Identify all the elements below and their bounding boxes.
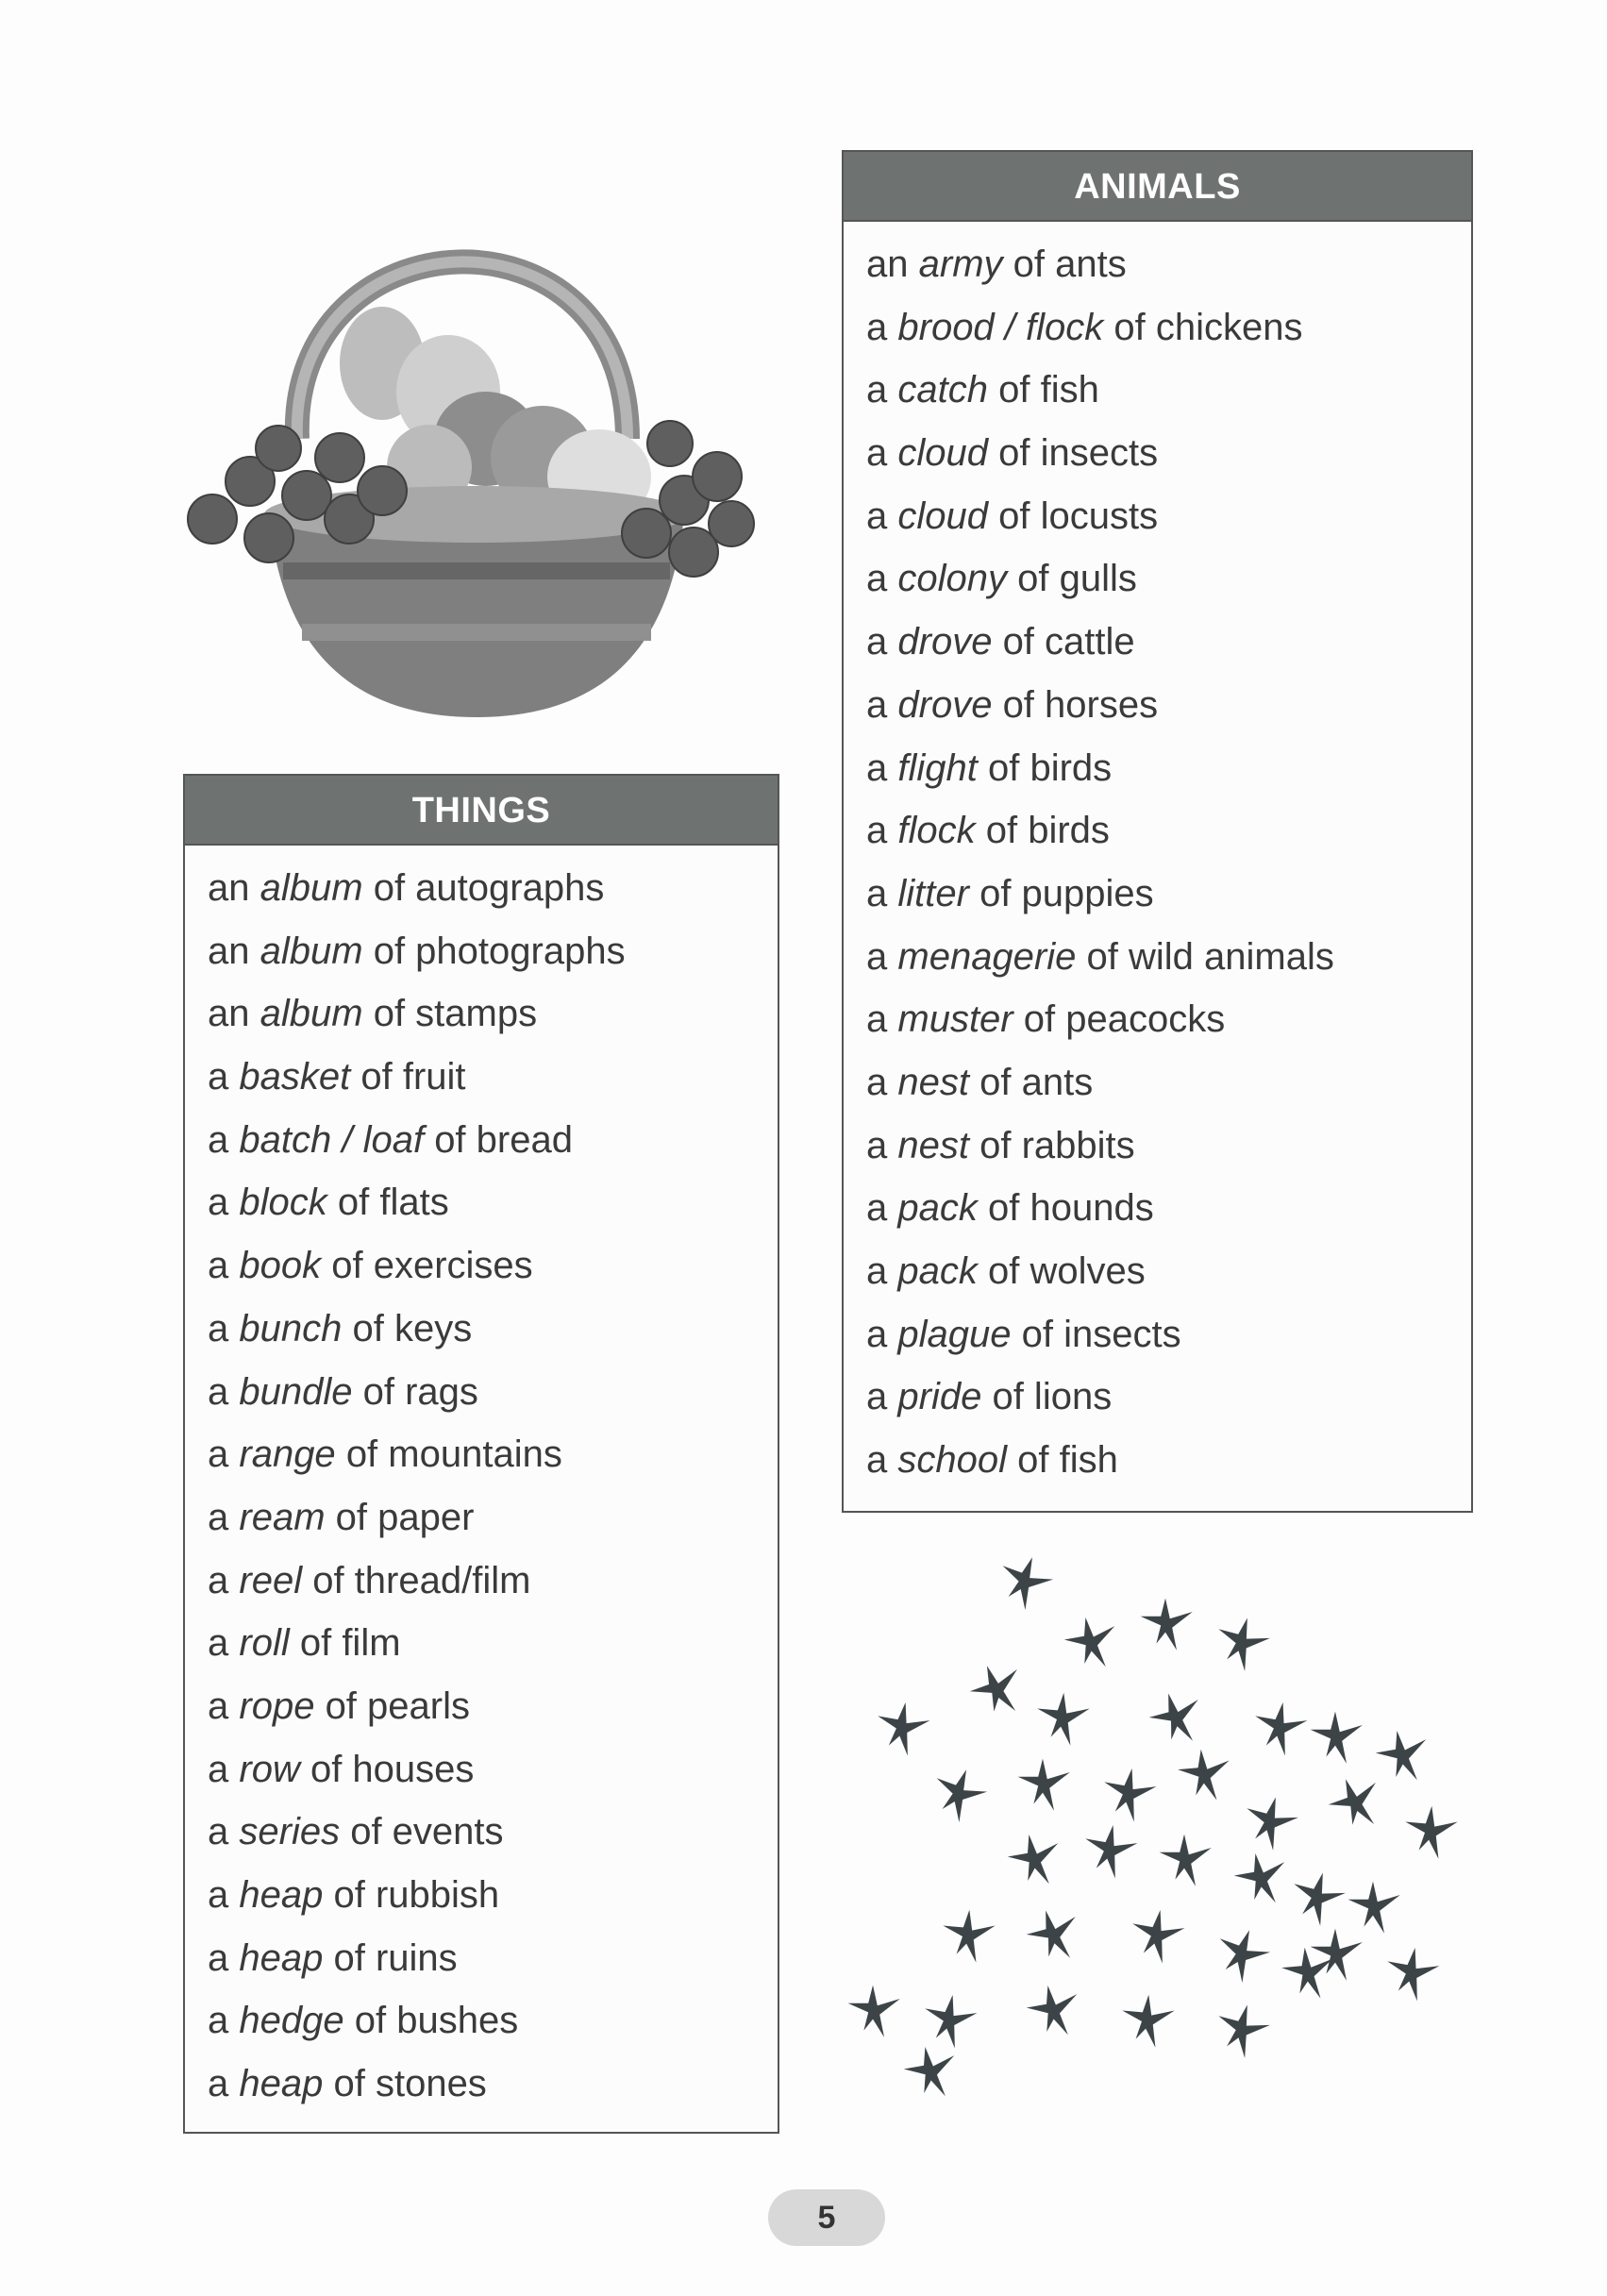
collective-noun: flock — [897, 810, 976, 852]
list-item — [866, 485, 1471, 548]
collective-noun: bundle — [239, 1370, 353, 1413]
noun-phrase: of wolves — [988, 1250, 1146, 1292]
article: a — [866, 1187, 888, 1230]
list-item — [866, 1240, 1471, 1303]
bird-icon — [1322, 1769, 1389, 1836]
article: a — [208, 1559, 229, 1601]
article: a — [866, 683, 888, 726]
list-item — [866, 863, 1471, 926]
bird-icon — [925, 1761, 992, 1828]
collective-noun: heap — [239, 1874, 324, 1916]
list-item — [208, 1801, 778, 1864]
noun-phrase: of lions — [992, 1376, 1113, 1418]
article: a — [208, 1684, 229, 1727]
list-item — [208, 1927, 778, 1990]
noun-phrase: of insects — [998, 432, 1159, 475]
article: a — [208, 1182, 229, 1224]
bird-icon — [919, 1990, 979, 2051]
article: a — [866, 1376, 888, 1418]
article: a — [866, 1439, 888, 1482]
collective-noun: drove — [897, 683, 993, 726]
list-item — [866, 926, 1471, 989]
article: a — [866, 558, 888, 600]
list-item — [866, 674, 1471, 737]
collective-noun: pack — [897, 1250, 978, 1292]
collective-noun: pride — [897, 1376, 982, 1418]
article: a — [866, 1313, 888, 1355]
list-item — [866, 422, 1471, 485]
noun-phrase: of fish — [998, 369, 1099, 411]
bird-icon — [1141, 1599, 1193, 1651]
article: a — [208, 1433, 229, 1476]
article: a — [866, 872, 888, 914]
noun-phrase: of pearls — [325, 1684, 470, 1727]
collective-noun: cloud — [897, 494, 988, 537]
article: a — [208, 1118, 229, 1161]
list-item — [866, 1051, 1471, 1114]
article: an — [208, 993, 250, 1035]
article: a — [866, 746, 888, 789]
collective-noun: series — [239, 1811, 341, 1853]
list-item — [208, 1989, 778, 2053]
article: a — [208, 1245, 229, 1287]
bird-icon — [1402, 1803, 1459, 1860]
noun-phrase: of flats — [337, 1182, 449, 1224]
noun-phrase: of insects — [1021, 1313, 1181, 1355]
noun-phrase: of hounds — [988, 1187, 1154, 1230]
article: a — [208, 1936, 229, 1979]
things-list — [185, 846, 778, 2116]
list-item — [208, 1171, 778, 1234]
list-item — [866, 988, 1471, 1051]
list-item — [208, 1046, 778, 1109]
animals-list — [844, 222, 1471, 1492]
noun-phrase: of film — [299, 1622, 401, 1665]
list-item — [866, 359, 1471, 422]
list-item — [866, 1429, 1471, 1492]
list-item — [208, 982, 778, 1046]
article: a — [866, 432, 888, 475]
page-number: 5 — [768, 2189, 885, 2246]
collective-noun: flight — [897, 746, 978, 789]
noun-phrase: of events — [350, 1811, 504, 1853]
list-item — [208, 1738, 778, 1802]
bird-icon — [963, 1656, 1030, 1723]
article: an — [208, 867, 250, 909]
collective-noun: reel — [239, 1559, 303, 1601]
bird-icon — [1176, 1747, 1232, 1803]
bird-icon — [1145, 1686, 1209, 1751]
bird-icon — [1004, 1830, 1064, 1890]
bird-icon — [1119, 1992, 1176, 2049]
list-item — [208, 1550, 778, 1613]
noun-phrase: of stones — [333, 2063, 487, 2105]
article: an — [866, 243, 909, 285]
bird-icon — [1022, 1903, 1086, 1968]
bird-icon — [1023, 1981, 1083, 2041]
article: a — [208, 2000, 229, 2042]
noun-phrase: of mountains — [345, 1433, 562, 1476]
list-item — [866, 799, 1471, 863]
list-item — [208, 2053, 778, 2116]
noun-phrase: of houses — [310, 1748, 475, 1790]
list-item — [866, 1114, 1471, 1178]
bird-icon — [1348, 1882, 1400, 1934]
list-item — [866, 1303, 1471, 1366]
article: a — [866, 1124, 888, 1166]
collective-noun: cloud — [897, 432, 988, 475]
bird-icon — [991, 1549, 1058, 1616]
bird-icon — [1230, 1849, 1291, 1909]
article: a — [866, 494, 888, 537]
list-item — [866, 1366, 1471, 1429]
bird-icon — [1249, 1698, 1310, 1758]
bird-icon — [1160, 1835, 1212, 1886]
list-item — [208, 920, 778, 983]
animals-header: ANIMALS — [844, 152, 1471, 222]
noun-phrase: of keys — [352, 1307, 473, 1349]
list-item — [208, 1423, 778, 1486]
noun-phrase: of thread/film — [312, 1559, 531, 1601]
noun-phrase: of rabbits — [979, 1124, 1135, 1166]
bird-icon — [940, 1907, 996, 1964]
noun-phrase: of locusts — [998, 494, 1159, 537]
noun-phrase: of rags — [362, 1370, 478, 1413]
collective-noun: basket — [239, 1056, 351, 1098]
things-header: THINGS — [185, 776, 778, 846]
noun-phrase: of ants — [1013, 243, 1127, 285]
collective-noun: heap — [239, 1936, 324, 1979]
bird-icon — [848, 1986, 900, 2037]
collective-noun: book — [239, 1245, 322, 1287]
collective-noun: album — [259, 930, 363, 972]
article: a — [866, 369, 888, 411]
list-item — [208, 1675, 778, 1738]
bird-icon — [1311, 1929, 1363, 1981]
noun-phrase: of birds — [988, 746, 1113, 789]
noun-phrase: of horses — [1002, 683, 1159, 726]
noun-phrase: of exercises — [331, 1245, 533, 1287]
collective-noun: bunch — [239, 1307, 343, 1349]
bird-icon — [1210, 1612, 1274, 1676]
article: a — [208, 1622, 229, 1665]
collective-noun: pack — [897, 1187, 978, 1230]
noun-phrase: of gulls — [1017, 558, 1137, 600]
list-item — [866, 1177, 1471, 1240]
noun-phrase: of peacocks — [1023, 998, 1226, 1041]
bird-icon — [1311, 1712, 1363, 1764]
bird-icon — [1381, 1943, 1442, 2003]
list-item — [208, 1612, 778, 1675]
collective-noun: rope — [239, 1684, 315, 1727]
collective-noun: album — [259, 867, 363, 909]
bird-icon — [900, 2042, 961, 2103]
bird-icon — [1208, 1921, 1275, 1988]
list-item — [208, 857, 778, 920]
article: a — [208, 1496, 229, 1538]
bird-icon — [1080, 1820, 1140, 1881]
bird-icon — [1372, 1726, 1432, 1786]
collective-noun: catch — [897, 369, 988, 411]
article: a — [866, 1061, 888, 1103]
noun-phrase: of rubbish — [333, 1874, 500, 1916]
collective-noun: nest — [897, 1124, 969, 1166]
noun-phrase: of chickens — [1113, 306, 1303, 348]
list-item — [208, 1361, 778, 1424]
noun-phrase: of photographs — [373, 930, 626, 972]
fruit-basket-illustration — [184, 175, 769, 717]
animals-table — [842, 150, 1473, 1513]
collective-noun: plague — [897, 1313, 1012, 1355]
noun-phrase: of ruins — [333, 1936, 458, 1979]
article: a — [208, 1056, 229, 1098]
list-item — [208, 1234, 778, 1298]
noun-phrase: of fish — [1017, 1439, 1118, 1482]
article: a — [866, 1250, 888, 1292]
list-item — [208, 1486, 778, 1550]
bird-icon — [1285, 1867, 1349, 1931]
noun-phrase: of paper — [335, 1496, 475, 1538]
noun-phrase: of stamps — [373, 993, 538, 1035]
collective-noun: heap — [239, 2063, 324, 2105]
bird-icon — [1061, 1613, 1121, 1673]
article: a — [208, 1748, 229, 1790]
noun-phrase: of bushes — [354, 2000, 519, 2042]
article: a — [866, 810, 888, 852]
article: a — [866, 998, 888, 1041]
collective-noun: block — [239, 1182, 327, 1224]
list-item — [866, 737, 1471, 800]
list-item — [208, 1864, 778, 1927]
collective-noun: row — [239, 1748, 300, 1790]
bird-icon — [1018, 1759, 1070, 1811]
list-item — [866, 611, 1471, 674]
flock-of-birds-illustration — [845, 1538, 1472, 2123]
bird-icon — [1210, 1999, 1274, 2063]
collective-noun: litter — [897, 872, 969, 914]
list-item — [866, 547, 1471, 611]
article: a — [866, 935, 888, 978]
noun-phrase: of bread — [434, 1118, 573, 1161]
list-item — [866, 233, 1471, 296]
collective-noun: roll — [239, 1622, 290, 1665]
list-item — [208, 1109, 778, 1172]
collective-noun: drove — [897, 621, 993, 663]
article: a — [208, 1811, 229, 1853]
noun-phrase: of autographs — [373, 867, 605, 909]
article: an — [208, 930, 250, 972]
list-item — [208, 1298, 778, 1361]
bird-icon — [1098, 1764, 1159, 1824]
noun-phrase: of birds — [985, 810, 1110, 852]
article: a — [866, 621, 888, 663]
collective-noun: album — [259, 993, 363, 1035]
bird-icon — [1127, 1905, 1187, 1966]
article: a — [208, 1307, 229, 1349]
collective-noun: batch / loaf — [239, 1118, 425, 1161]
noun-phrase: of ants — [979, 1061, 1094, 1103]
collective-noun: muster — [897, 998, 1013, 1041]
bird-icon — [1238, 1791, 1302, 1855]
collective-noun: army — [918, 243, 1003, 285]
article: a — [208, 1874, 229, 1916]
collective-noun: hedge — [239, 2000, 344, 2042]
bird-icon — [872, 1698, 932, 1758]
collective-noun: range — [239, 1433, 336, 1476]
collective-noun: nest — [897, 1061, 969, 1103]
noun-phrase: of wild animals — [1086, 935, 1334, 978]
article: a — [208, 1370, 229, 1413]
collective-noun: colony — [897, 558, 1007, 600]
collective-noun: ream — [239, 1496, 326, 1538]
collective-noun: brood / flock — [897, 306, 1104, 348]
collective-noun: menagerie — [897, 935, 1077, 978]
noun-phrase: of fruit — [360, 1056, 466, 1098]
list-item — [866, 296, 1471, 360]
noun-phrase: of cattle — [1002, 621, 1135, 663]
article: a — [208, 2063, 229, 2105]
noun-phrase: of puppies — [979, 872, 1154, 914]
article: a — [866, 306, 888, 348]
things-table — [183, 774, 779, 2134]
bird-icon — [1034, 1690, 1091, 1747]
collective-noun: school — [897, 1439, 1007, 1482]
